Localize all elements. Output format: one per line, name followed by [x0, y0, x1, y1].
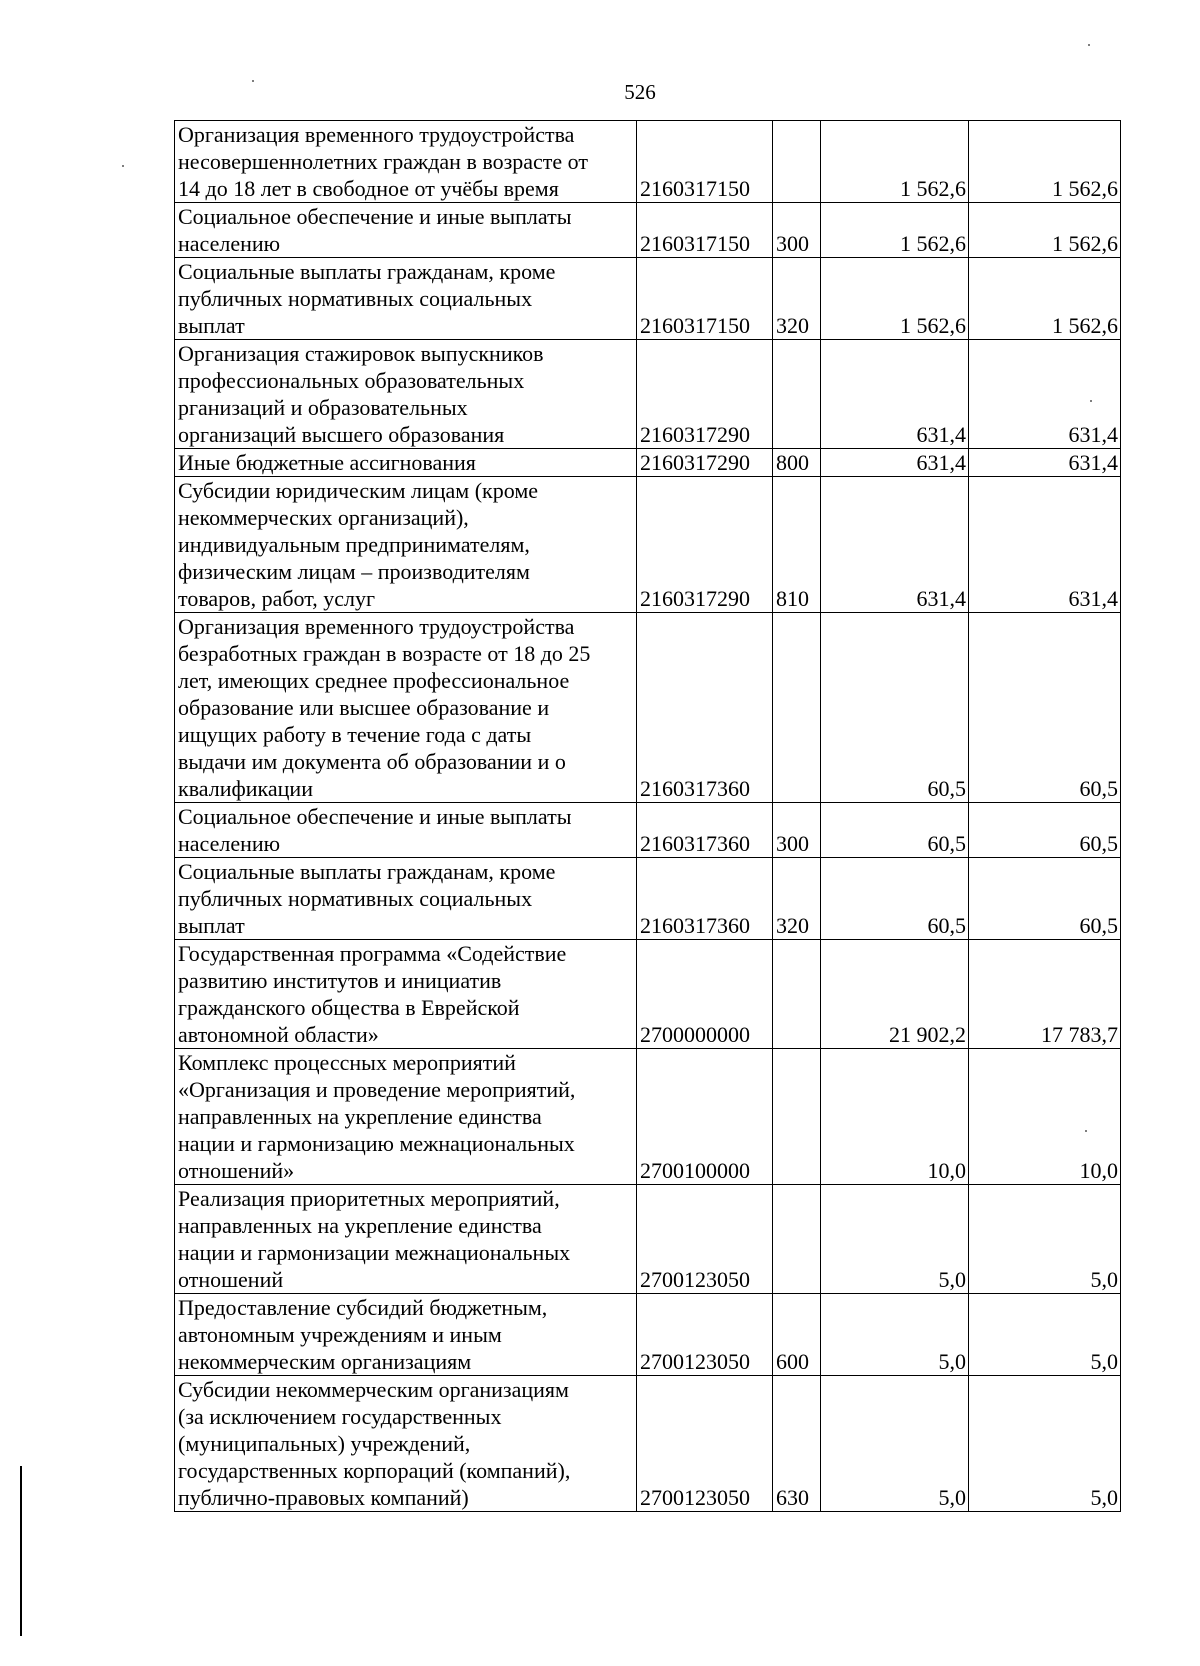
row-name-line: Организация временного трудоустройства	[178, 614, 575, 639]
row-name-line: отношений	[178, 1267, 284, 1292]
row-name-line: Социальные выплаты гражданам, кроме	[178, 859, 556, 884]
row-name-cell	[175, 258, 637, 340]
amount-year-2: 60,5	[969, 858, 1121, 940]
amount-year-1: 1 562,6	[821, 203, 969, 258]
amount-year-1: 631,4	[821, 340, 969, 449]
row-name-line: 14 до 18 лет в свободное от учёбы время	[178, 176, 559, 201]
scan-speck	[1085, 1130, 1087, 1132]
target-article-code: 2160317290	[637, 449, 773, 477]
target-article-code: 2160317360	[637, 858, 773, 940]
row-name-line: автономным учреждениям и иным	[178, 1322, 502, 1347]
target-article-code: 2700123050	[637, 1185, 773, 1294]
row-name-line: Государственная программа «Содействие	[178, 941, 567, 966]
row-name-cell	[175, 803, 637, 858]
row-name-line: некоммерческим организациям	[178, 1349, 472, 1374]
expense-type-code: 800	[773, 449, 821, 477]
amount-year-2: 631,4	[969, 477, 1121, 613]
row-name-line: автономной области»	[178, 1022, 379, 1047]
row-name-line: населению	[178, 831, 281, 856]
target-article-code: 2160317150	[637, 203, 773, 258]
row-name-line: Комплекс процессных мероприятий	[178, 1050, 516, 1075]
row-name-line: квалификации	[178, 776, 313, 801]
table-row	[175, 613, 1121, 803]
row-name-line: «Организация и проведение мероприятий,	[178, 1077, 576, 1102]
row-name-cell	[175, 449, 637, 477]
budget-table-body	[175, 121, 1121, 1512]
expense-type-code: 300	[773, 203, 821, 258]
row-name-cell	[175, 340, 637, 449]
amount-year-1: 1 562,6	[821, 258, 969, 340]
scan-speck	[252, 80, 254, 82]
target-article-code: 2700123050	[637, 1294, 773, 1376]
row-name-line: безработных граждан в возрасте от 18 до 25	[178, 641, 591, 666]
target-article-code: 2700123050	[637, 1376, 773, 1512]
row-name-cell	[175, 940, 637, 1049]
expense-type-code	[773, 1049, 821, 1185]
row-name-line: некоммерческих организаций),	[178, 505, 469, 530]
table-row	[175, 121, 1121, 203]
amount-year-1: 60,5	[821, 613, 969, 803]
amount-year-1: 631,4	[821, 449, 969, 477]
row-name-line: Субсидии юридическим лицам (кроме	[178, 478, 539, 503]
row-name-line: Социальные выплаты гражданам, кроме	[178, 259, 556, 284]
row-name-cell	[175, 477, 637, 613]
table-row	[175, 1376, 1121, 1512]
table-row	[175, 477, 1121, 613]
row-name-line: Организация временного трудоустройства	[178, 122, 575, 147]
row-name-line: Предоставление субсидий бюджетным,	[178, 1295, 548, 1320]
row-name-line: образование или высшее образование и	[178, 695, 550, 720]
expense-type-code: 320	[773, 858, 821, 940]
expense-type-code	[773, 121, 821, 203]
amount-year-1: 60,5	[821, 803, 969, 858]
amount-year-2: 1 562,6	[969, 203, 1121, 258]
table-row	[175, 1185, 1121, 1294]
amount-year-1: 5,0	[821, 1185, 969, 1294]
target-article-code: 2160317290	[637, 477, 773, 613]
expense-type-code	[773, 340, 821, 449]
row-name-line: товаров, работ, услуг	[178, 586, 375, 611]
target-article-code: 2160317150	[637, 121, 773, 203]
budget-table	[174, 120, 1121, 1512]
row-name-line: рганизаций и образовательных	[178, 395, 468, 420]
scan-speck	[1090, 400, 1092, 402]
target-article-code: 2160317360	[637, 613, 773, 803]
left-margin-rule	[20, 1466, 22, 1636]
expense-type-code: 630	[773, 1376, 821, 1512]
table-row	[175, 258, 1121, 340]
row-name-line: физическим лицам – производителям	[178, 559, 530, 584]
row-name-line: публичных нормативных социальных	[178, 286, 533, 311]
target-article-code: 2160317360	[637, 803, 773, 858]
row-name-cell	[175, 1376, 637, 1512]
amount-year-2: 17 783,7	[969, 940, 1121, 1049]
row-name-line: профессиональных образовательных	[178, 368, 525, 393]
row-name-line: публично-правовых компаний)	[178, 1485, 469, 1510]
amount-year-1: 10,0	[821, 1049, 969, 1185]
row-name-line: выплат	[178, 313, 245, 338]
row-name-line: (муниципальных) учреждений,	[178, 1431, 471, 1456]
amount-year-2: 10,0	[969, 1049, 1121, 1185]
target-article-code: 2700100000	[637, 1049, 773, 1185]
row-name-line: отношений»	[178, 1158, 295, 1183]
row-name-line: организаций высшего образования	[178, 422, 505, 447]
table-row	[175, 340, 1121, 449]
row-name-line: развитию институтов и инициатив	[178, 968, 502, 993]
row-name-cell	[175, 613, 637, 803]
row-name-cell	[175, 121, 637, 203]
row-name-line: Организация стажировок выпускников	[178, 341, 544, 366]
expense-type-code: 300	[773, 803, 821, 858]
amount-year-2: 5,0	[969, 1376, 1121, 1512]
row-name-line: выдачи им документа об образовании и о	[178, 749, 566, 774]
table-row	[175, 1049, 1121, 1185]
amount-year-1: 5,0	[821, 1376, 969, 1512]
row-name-cell	[175, 1185, 637, 1294]
expense-type-code: 600	[773, 1294, 821, 1376]
amount-year-1: 21 902,2	[821, 940, 969, 1049]
row-name-cell	[175, 1294, 637, 1376]
row-name-line: направленных на укрепление единства	[178, 1213, 542, 1238]
amount-year-2: 1 562,6	[969, 258, 1121, 340]
scan-speck	[122, 165, 124, 167]
table-row	[175, 449, 1121, 477]
expense-type-code: 320	[773, 258, 821, 340]
table-row	[175, 1294, 1121, 1376]
amount-year-1: 631,4	[821, 477, 969, 613]
row-name-line: Реализация приоритетных мероприятий,	[178, 1186, 560, 1211]
row-name-line: выплат	[178, 913, 245, 938]
amount-year-2: 631,4	[969, 449, 1121, 477]
table-row	[175, 203, 1121, 258]
row-name-cell	[175, 203, 637, 258]
row-name-line: Социальное обеспечение и иные выплаты	[178, 204, 572, 229]
row-name-line: Социальное обеспечение и иные выплаты	[178, 804, 572, 829]
table-row	[175, 858, 1121, 940]
amount-year-1: 5,0	[821, 1294, 969, 1376]
row-name-cell	[175, 858, 637, 940]
target-article-code: 2160317290	[637, 340, 773, 449]
amount-year-1: 60,5	[821, 858, 969, 940]
amount-year-1: 1 562,6	[821, 121, 969, 203]
table-row	[175, 940, 1121, 1049]
page-number: 526	[624, 80, 656, 104]
amount-year-2: 5,0	[969, 1294, 1121, 1376]
row-name-line: (за исключением государственных	[178, 1404, 502, 1429]
target-article-code: 2700000000	[637, 940, 773, 1049]
row-name-line: лет, имеющих среднее профессиональное	[178, 668, 570, 693]
amount-year-2: 1 562,6	[969, 121, 1121, 203]
target-article-code: 2160317150	[637, 258, 773, 340]
amount-year-2: 5,0	[969, 1185, 1121, 1294]
row-name-line: Иные бюджетные ассигнования	[178, 450, 476, 475]
row-name-line: несовершеннолетних граждан в возрасте от	[178, 149, 589, 174]
row-name-line: индивидуальным предпринимателям,	[178, 532, 530, 557]
amount-year-2: 60,5	[969, 803, 1121, 858]
expense-type-code: 810	[773, 477, 821, 613]
row-name-line: нации и гармонизацию межнациональных	[178, 1131, 575, 1156]
amount-year-2: 631,4	[969, 340, 1121, 449]
row-name-line: нации и гармонизации межнациональных	[178, 1240, 571, 1265]
expense-type-code	[773, 940, 821, 1049]
table-row	[175, 803, 1121, 858]
row-name-line: государственных корпораций (компаний),	[178, 1458, 571, 1483]
row-name-line: ищущих работу в течение года с даты	[178, 722, 532, 747]
row-name-cell	[175, 1049, 637, 1185]
row-name-line: Субсидии некоммерческим организациям	[178, 1377, 569, 1402]
row-name-line: гражданского общества в Еврейской	[178, 995, 520, 1020]
scan-speck	[1088, 44, 1090, 46]
row-name-line: направленных на укрепление единства	[178, 1104, 542, 1129]
row-name-line: публичных нормативных социальных	[178, 886, 533, 911]
expense-type-code	[773, 1185, 821, 1294]
row-name-line: населению	[178, 231, 281, 256]
amount-year-2: 60,5	[969, 613, 1121, 803]
expense-type-code	[773, 613, 821, 803]
